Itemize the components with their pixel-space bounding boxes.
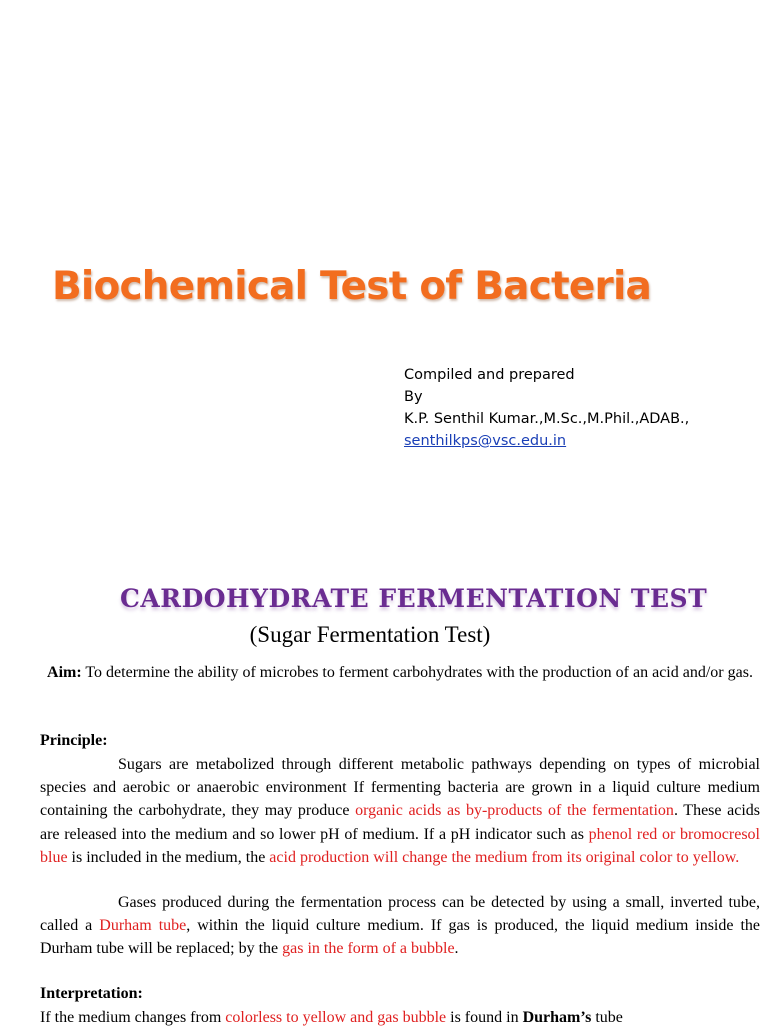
p3-text-b: is found in <box>446 1009 523 1026</box>
section-title: CARDOHYDRATE FERMENTATION TEST <box>120 584 708 613</box>
principle-paragraph-1 <box>40 753 760 869</box>
credits-by: By <box>404 389 423 405</box>
p1-highlight-3: acid production will change the medium from its original color to yellow. <box>269 848 740 866</box>
interpretation-heading: Interpretation: <box>40 985 143 1002</box>
p1-highlight-2: phenol red or bromocresol blue <box>40 825 761 866</box>
p1-text-b: . These acids are released into the medium and so lower pH of medium. If a pH indicator such as <box>40 802 761 843</box>
p2-highlight-2: gas in the form of a bubble <box>282 940 455 958</box>
p3-highlight-1: colorless to yellow and gas bubble <box>225 1009 447 1026</box>
principle-paragraph-2 <box>40 891 760 961</box>
document-title: Biochemical Test of Bacteria <box>52 264 652 309</box>
credits-compiled: Compiled and prepared <box>404 367 575 383</box>
principle-heading: Principle: <box>40 732 108 749</box>
author-name: K.P. Senthil Kumar.,M.Sc.,M.Phil.,ADAB., <box>404 411 690 427</box>
section-subtitle: (Sugar Fermentation Test) <box>249 622 491 647</box>
interpretation-paragraph <box>40 1006 760 1029</box>
author-email-link[interactable]: senthilkps@vsc.edu.in <box>404 433 567 449</box>
p3-text-c: tube <box>591 1009 623 1026</box>
p1-text-a: Sugars are metabolized through different metabolic pathways depending on types of microbial species and aerobic or anaerobic environment If fermenting bacteria are grown in a liquid culture medium containing the carbohydrate, they may produce <box>40 756 760 820</box>
aim-text: To determine the ability of microbes to ferment carbohydrates with the production of an acid and/or gas. <box>81 664 753 681</box>
p2-text-c: . <box>454 940 459 958</box>
p1-highlight-1: organic acids as by-products of the fermentation <box>355 802 674 820</box>
p1-text-c: is included in the medium, the <box>67 848 270 866</box>
aim-label: Aim: <box>47 664 82 681</box>
aim-paragraph <box>40 661 760 684</box>
p2-text-b: , within the liquid culture medium. If gas is produced, the liquid medium inside the Durham tube will be replaced; by the <box>40 917 761 958</box>
p2-highlight-1: Durham tube <box>99 917 187 935</box>
p3-bold: Durham’s <box>522 1009 592 1026</box>
p3-text-a: If the medium changes from <box>40 1009 226 1026</box>
author-credits <box>404 364 689 452</box>
p2-text-a: Gases produced during the fermentation process can be detected by using a small, inverted tube, called a <box>40 894 760 935</box>
